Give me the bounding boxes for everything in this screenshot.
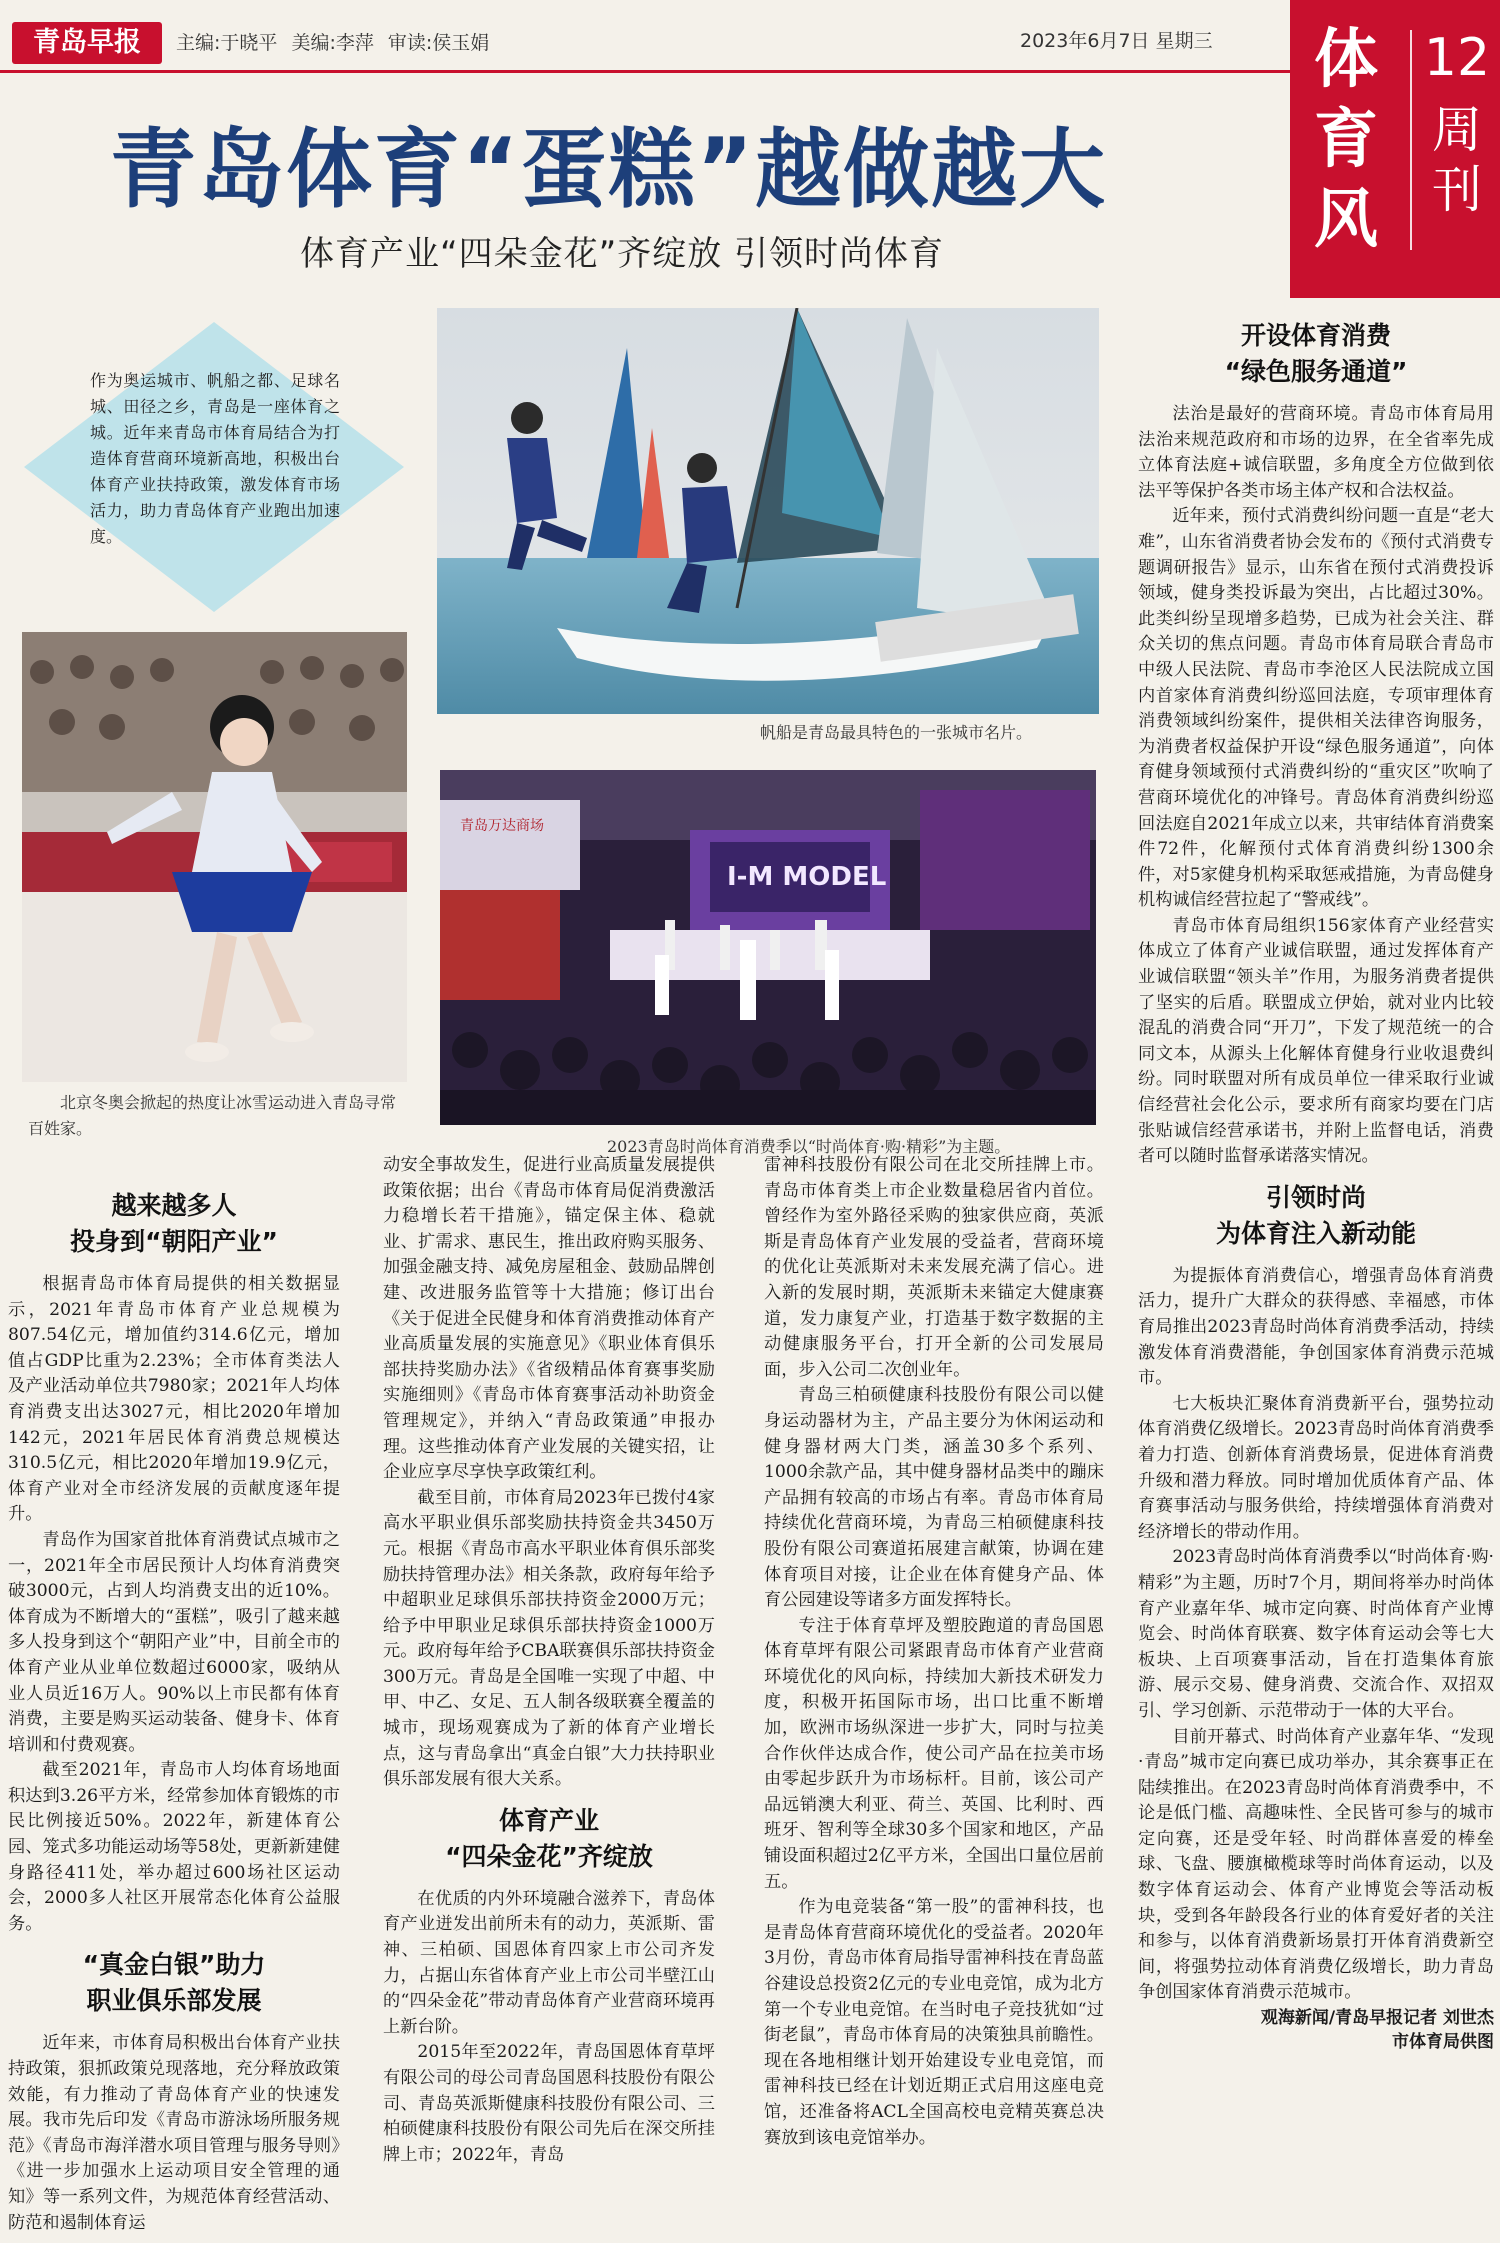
proofreader: 审读:侯玉娟 bbox=[387, 32, 490, 54]
intro-text: 作为奥运城市、帆船之都、足球名城、田径之乡，青岛是一座体育之城。近年来青岛市体育局结合为打造体育营商环境新高地，积极出台体育产业扶持政策，激发体育市场活力，助力青岛体育产业跑出加速度。 bbox=[90, 371, 340, 546]
paragraph: 雷神科技股份有限公司在北交所挂牌上市。青岛市体育类上市企业数量稳居省内首位。曾经作为室外路径采购的独家供应商，英派斯是青岛体育产业发展的受益者，营商环境的优化让英派斯对未来发展充满了信心。进入新的发展时期，英派斯未来锚定大健康赛道，发力康复产业，打造基于数字数据的主动健康服务平台，打开全新的公司发展局面，步入公司二次创业年。 bbox=[764, 1155, 1104, 1380]
paragraph: 青岛三柏硕健康科技股份有限公司以健身运动器材为主，产品主要分为休闲运动和健身器材两大门类，涵盖30多个系列、1000余款产品，其中健身器材品类中的蹦床产品拥有较高的市场占有率。青岛市体育局持续优化营商环境，为青岛三柏硕健康科技股份有限公司赛道拓展建言献策，协调在建体育项目对接，让企业在体育健身产品、体育公园建设等诸多方面发挥特长。 bbox=[764, 1385, 1104, 1611]
headline: 青岛体育“蛋糕”越做越大 bbox=[110, 120, 1108, 220]
paragraph: 在优质的内外环境融合滋养下，青岛体育产业迸发出前所未有的动力，英派斯、雷神、三柏硕、国恩体育四家上市公司齐发力，占据山东省体育产业上市公司半壁江山的“四朵金花”带动青岛体育产业营商环境再上新台阶。 bbox=[383, 1888, 715, 2037]
article-column-4 bbox=[1138, 318, 1494, 2236]
stage-screen-text: I-M MODEL bbox=[727, 862, 887, 892]
page-number: 12 bbox=[1423, 28, 1491, 88]
fashion-show-photo bbox=[440, 770, 1096, 1125]
paragraph: 青岛市体育局组织156家体育产业经营实体成立了体育产业诚信联盟，通过发挥体育产业诚信联盟“领头羊”作用，为服务消费者提供了坚实的后盾。联盟成立伊始，就对业内比较混乱的消费合同“开刀”，下发了规范统一的合同文本，从源头上化解体育健身行业收退费纠纷。同时联盟对所有成员单位一律采取行业诚信经营社会化公示，要求所有商家均要在门店张贴诚信经营承诺书，并附上监督电话，消费者可以随时监督承诺落实情况。 bbox=[1138, 915, 1494, 1167]
subheadline: 体育产业“四朵金花”齐绽放 引领时尚体育 bbox=[300, 234, 945, 274]
section-divider bbox=[1410, 30, 1412, 250]
paragraph: 截至目前，市体育局2023年已拨付4家高水平职业俱乐部奖励扶持资金共3450万元。根据《青岛市高水平职业体育俱乐部奖励扶持管理办法》相关条款，政府每年给予中超职业足球俱乐部扶持资金2000万元；给予中甲职业足球俱乐部扶持资金1000万元。政府每年给予CBA联赛俱乐部扶持资金300万元。青岛是全国唯一实现了中超、中甲、中乙、女足、五人制各级联赛全覆盖的城市，现场观赛成为了新的体育产业增长点，这与青岛拿出“真金白银”大力扶持职业俱乐部发展有很大关系。 bbox=[383, 1487, 715, 1790]
paragraph: 目前开幕式、时尚体育产业嘉年华、“发现·青岛”城市定向赛已成功举办，其余赛事正在陆续推出。在2023青岛时尚体育消费季中，不论是低门槛、高趣味性、全民皆可参与的城市定向赛，还是受年轻、时尚群体喜爱的棒垒球、飞盘、腰旗橄榄球等时尚体育运动，以及数字体育运动会、体育产业博览会等活动板块，受到各年龄段各行业的体育爱好者的关注和参与，以体育消费新场景打开体育消费新空间，将强势拉动体育消费亿级增长，助力青岛争创国家体育消费示范城市。 bbox=[1138, 1726, 1494, 2003]
skating-photo bbox=[22, 632, 407, 1082]
section-heading-sunrise-industry: 越来越多人 投身到“朝阳产业” bbox=[70, 1191, 278, 1256]
newspaper-logo[interactable]: 青岛早报 bbox=[12, 22, 162, 64]
article-column-3 bbox=[764, 1153, 1104, 2236]
photo-credit: 市体育局供图 bbox=[1392, 2032, 1494, 2053]
chief-editor: 主编:于晓平 bbox=[176, 32, 278, 54]
skating-caption: 北京冬奥会掀起的热度让冰雪运动进入青岛寻常百姓家。 bbox=[28, 1093, 397, 1138]
article-column-1 bbox=[8, 1178, 340, 2236]
paragraph: 2015年至2022年，青岛国恩体育草坪有限公司的母公司青岛国恩科技股份有限公司、青岛英派斯健康科技股份有限公司、三柏硕健康科技股份有限公司先后在深交所挂牌上市；2022年，青岛 bbox=[383, 2042, 715, 2165]
paragraph: 2023青岛时尚体育消费季以“时尚体育·购·精彩”为主题，历时7个月，期间将举办时尚体育产业嘉年华、城市定向赛、时尚体育产业博览会、时尚体育联赛、数字体育运动会等七大板块、上百项赛事活动，旨在打造集体育旅游、展示交易、健身消费、交流合作、双招双引、学习创新、示范带动于一体的大平台。 bbox=[1138, 1547, 1494, 1721]
masthead-rule bbox=[0, 70, 1300, 73]
issue-date: 2023年6月7日 星期三 bbox=[1020, 30, 1213, 52]
weekly-label: 周刊 bbox=[1432, 101, 1482, 219]
section-heading-green-channel: 开设体育消费 “绿色服务通道” bbox=[1224, 321, 1408, 386]
section-title: 体育风 bbox=[1314, 23, 1378, 257]
fashion-caption: 2023青岛时尚体育消费季以“时尚体育·购·精彩”为主题。 bbox=[607, 1137, 1011, 1156]
sailing-photo bbox=[437, 308, 1099, 714]
section-heading-club-support: “真金白银”助力 职业俱乐部发展 bbox=[82, 1950, 266, 2016]
article-column-2 bbox=[383, 1153, 715, 2236]
masthead bbox=[0, 0, 1500, 70]
mall-sign: 青岛万达商场 bbox=[460, 818, 544, 834]
paragraph: 法治是最好的营商环境。青岛市体育局用法治来规范政府和市场的边界，在全省率先成立体育法庭+诚信联盟，多角度全方位做到依法平等保护各类市场主体产权和合法权益。 bbox=[1138, 404, 1494, 501]
paragraph: 七大板块汇聚体育消费新平台，强势拉动体育消费亿级增长。2023青岛时尚体育消费季着力打造、创新体育消费场景，促进体育消费升级和潜力释放。同时增加优质体育产品、体育赛事活动与服务供给，持续增强体育消费对经济增长的带动作用。 bbox=[1138, 1393, 1494, 1542]
paragraph: 近年来，预付式消费纠纷问题一直是“老大难”，山东省消费者协会发布的《预付式消费专题调研报告》显示，山东省在预付式消费投诉领域，健身类投诉最为突出，占比超过30%。此类纠纷呈现增多趋势，已成为社会关注、群众关切的焦点问题。青岛市体育局联合青岛市中级人民法院、青岛市李沧区人民法院成立国内首家体育消费纠纷巡回法庭，专项审理体育消费领域纠纷案件，提供相关法律咨询服务，为消费者权益保护开设“绿色服务通道”，向体育健身领域预付式消费纠纷的“重灾区”吹响了营商环境优化的冲锋号。青岛体育消费纠纷巡回法庭自2021年成立以来，共审结体育消费案件72件，化解预付式体育消费纠纷1300余件，对5家健身机构采取惩戒措施，为青岛健身机构诚信经营拉起了“警戒线”。 bbox=[1138, 506, 1494, 911]
paragraph: 青岛作为国家首批体育消费试点城市之一，2021年全市居民预计人均体育消费突破3000元，占到人均消费支出的近10%。体育成为不断增大的“蛋糕”，吸引了越来越多人投身到这个“朝阳产业”中，目前全市的体育产业从业单位数超过6000家，吸纳从业人员近16万人。90%以上市民都有体育消费，主要是购买运动装备、健身卡、体育培训和付费观赛。 bbox=[8, 1529, 340, 1755]
paragraph: 截至2021年，青岛市人均体育场地面积达到3.26平方米，经常参加体育锻炼的市民比例接近50%。2022年，新建体育公园、笼式多功能运动场等58处，更新新建健身路径411处，举办超过600场社区运动会，2000多人社区开展常态化体育公益服务。 bbox=[8, 1760, 340, 1934]
paragraph: 专注于体育草坪及塑胶跑道的青岛国恩体育草坪有限公司紧跟青岛市体育产业营商环境优化的风向标，持续加大新技术研发力度，积极开拓国际市场，出口比重不断增加，欧洲市场纵深进一步扩大，同时与拉美合作伙伴达成合作，使公司产品在拉美市场由零起步跃升为市场标杆。目前，该公司产品远销澳大利亚、荷兰、英国、比利时、西班牙、智利等全球30多个国家和地区，产品铺设面积超过2亿平方米，全国出口量位居前五。 bbox=[764, 1615, 1104, 1892]
art-editor: 美编:李萍 bbox=[291, 32, 374, 54]
paragraph: 动安全事故发生，促进行业高质量发展提供政策依据；出台《青岛市体育局促消费激活力稳增长若干措施》，锚定保主体、稳就业、扩需求、惠民生，推出政府购买服务、加强金融支持、减免房屋租金、鼓励品牌创建、改进服务监管等十大措施；修订出台《关于促进全民健身和体育消费推动体育产业高质量发展的实施意见》《职业体育俱乐部扶持奖励办法》《省级精品体育赛事奖励实施细则》《青岛市体育赛事活动补助资金管理规定》，并纳入“青岛政策通”申报办理。这些推动体育产业发展的关键实招，让企业应享尽享快享政策红利。 bbox=[383, 1155, 715, 1483]
paragraph: 近年来，市体育局积极出台体育产业扶持政策，狠抓政策兑现落地，充分释放政策效能，有力推动了青岛体育产业的快速发展。我市先后印发《青岛市游泳场所服务规范》《青岛市海洋潜水项目管理与服务导则》《进一步加强水上运动项目安全管理的通知》等一系列文件，为规范体育经营活动、防范和遏制体育运 bbox=[8, 2033, 340, 2233]
section-banner bbox=[1290, 0, 1500, 298]
paragraph: 根据青岛市体育局提供的相关数据显示，2021年青岛市体育产业总规模为807.54亿元，增加值约314.6亿元，增加值占GDP比重为2.23%；全市体育类法人及产业活动单位共7980家；2021年人均体育消费支出达3027元，相比2020年增加142元，2021年居民体育消费总规模达310.5亿元，相比2020年增加19.9亿元，体育产业对全市经济发展的贡献度逐年提升。 bbox=[8, 1274, 340, 1525]
editor-credits bbox=[176, 28, 497, 55]
section-heading-four-golden-flowers: 体育产业 “四朵金花”齐绽放 bbox=[445, 1805, 653, 1871]
section-heading-new-momentum: 引领时尚 为体育注入新动能 bbox=[1215, 1182, 1416, 1248]
paragraph: 为提振体育消费信心，增强青岛体育消费活力，提升广大群众的获得感、幸福感，市体育局推出2023青岛时尚体育消费季活动，持续激发体育消费潜能，争创国家体育消费示范城市。 bbox=[1138, 1265, 1494, 1389]
reporter-credit: 观海新闻/青岛早报记者 刘世杰 bbox=[1260, 2008, 1494, 2029]
paragraph: 作为电竞装备“第一股”的雷神科技，也是青岛体育营商环境优化的受益者。2020年3月份，青岛市体育局指导雷神科技在青岛蓝谷建设总投资2亿元的专业电竞馆，成为北方第一个专业电竞馆。在当时电子竞技犹如“过街老鼠”，青岛市体育局的决策独具前瞻性。现在各地相继计划开始建设专业电竞馆，而雷神科技已经在计划近期正式启用这座电竞馆，还准备将ACL全国高校电竞精英赛总决赛放到该电竞馆举办。 bbox=[764, 1897, 1104, 2148]
sailing-caption: 帆船是青岛最具特色的一张城市名片。 bbox=[760, 723, 1033, 742]
